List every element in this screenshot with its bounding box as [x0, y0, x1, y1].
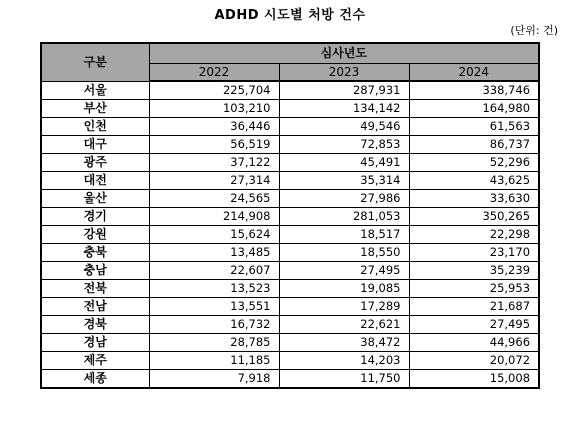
region-cell: 부산 [41, 100, 149, 118]
value-cell: 27,495 [409, 316, 539, 334]
value-cell: 86,737 [409, 136, 539, 154]
value-cell: 134,142 [279, 100, 409, 118]
table-row [41, 118, 539, 136]
value-cell: 22,607 [149, 262, 279, 280]
region-cell: 경남 [41, 334, 149, 352]
region-cell: 전북 [41, 280, 149, 298]
table-row [41, 154, 539, 172]
value-cell: 33,630 [409, 190, 539, 208]
value-cell: 27,495 [279, 262, 409, 280]
value-cell: 25,953 [409, 280, 539, 298]
value-cell: 56,519 [149, 136, 279, 154]
table-row [41, 370, 539, 389]
value-cell: 44,966 [409, 334, 539, 352]
table-row [41, 208, 539, 226]
value-cell: 28,785 [149, 334, 279, 352]
header-year-2023: 2023 [279, 64, 409, 82]
table-row [41, 244, 539, 262]
value-cell: 287,931 [279, 81, 409, 100]
table-row [41, 172, 539, 190]
region-cell: 충북 [41, 244, 149, 262]
region-cell: 세종 [41, 370, 149, 389]
unit-note: (단위: 건) [510, 24, 558, 37]
value-cell: 13,485 [149, 244, 279, 262]
value-cell: 103,210 [149, 100, 279, 118]
region-cell: 울산 [41, 190, 149, 208]
value-cell: 214,908 [149, 208, 279, 226]
table-row [41, 81, 539, 100]
value-cell: 338,746 [409, 81, 539, 100]
value-cell: 13,551 [149, 298, 279, 316]
header-year-2022: 2022 [149, 64, 279, 82]
value-cell: 281,053 [279, 208, 409, 226]
header-year-2024: 2024 [409, 64, 539, 82]
value-cell: 16,732 [149, 316, 279, 334]
value-cell: 18,517 [279, 226, 409, 244]
value-cell: 27,986 [279, 190, 409, 208]
value-cell: 35,314 [279, 172, 409, 190]
table-body [41, 81, 539, 388]
value-cell: 14,203 [279, 352, 409, 370]
value-cell: 27,314 [149, 172, 279, 190]
table-row [41, 280, 539, 298]
header-region: 구분 [41, 43, 149, 81]
value-cell: 52,296 [409, 154, 539, 172]
region-cell: 인천 [41, 118, 149, 136]
value-cell: 36,446 [149, 118, 279, 136]
table-row [41, 262, 539, 280]
value-cell: 350,265 [409, 208, 539, 226]
value-cell: 24,565 [149, 190, 279, 208]
table-row [41, 226, 539, 244]
value-cell: 19,085 [279, 280, 409, 298]
region-cell: 대구 [41, 136, 149, 154]
region-cell: 경기 [41, 208, 149, 226]
header-year-group: 심사년도 [149, 43, 539, 64]
table-row [41, 100, 539, 118]
value-cell: 45,491 [279, 154, 409, 172]
region-cell: 광주 [41, 154, 149, 172]
value-cell: 61,563 [409, 118, 539, 136]
value-cell: 15,624 [149, 226, 279, 244]
value-cell: 164,980 [409, 100, 539, 118]
value-cell: 11,750 [279, 370, 409, 389]
region-cell: 제주 [41, 352, 149, 370]
value-cell: 35,239 [409, 262, 539, 280]
value-cell: 17,289 [279, 298, 409, 316]
region-cell: 대전 [41, 172, 149, 190]
table-row [41, 298, 539, 316]
table-row [41, 316, 539, 334]
value-cell: 37,122 [149, 154, 279, 172]
value-cell: 22,621 [279, 316, 409, 334]
region-cell: 서울 [41, 81, 149, 100]
table-row [41, 334, 539, 352]
value-cell: 23,170 [409, 244, 539, 262]
value-cell: 38,472 [279, 334, 409, 352]
table-title: ADHD 시도별 처방 건수 [214, 8, 366, 23]
table-row [41, 136, 539, 154]
table-row [41, 352, 539, 370]
value-cell: 11,185 [149, 352, 279, 370]
value-cell: 72,853 [279, 136, 409, 154]
table-row [41, 190, 539, 208]
region-cell: 충남 [41, 262, 149, 280]
value-cell: 15,008 [409, 370, 539, 389]
value-cell: 7,918 [149, 370, 279, 389]
region-cell: 전남 [41, 298, 149, 316]
value-cell: 13,523 [149, 280, 279, 298]
value-cell: 43,625 [409, 172, 539, 190]
value-cell: 18,550 [279, 244, 409, 262]
value-cell: 225,704 [149, 81, 279, 100]
value-cell: 20,072 [409, 352, 539, 370]
region-cell: 강원 [41, 226, 149, 244]
value-cell: 21,687 [409, 298, 539, 316]
prescription-table [40, 42, 540, 389]
value-cell: 22,298 [409, 226, 539, 244]
value-cell: 49,546 [279, 118, 409, 136]
region-cell: 경북 [41, 316, 149, 334]
